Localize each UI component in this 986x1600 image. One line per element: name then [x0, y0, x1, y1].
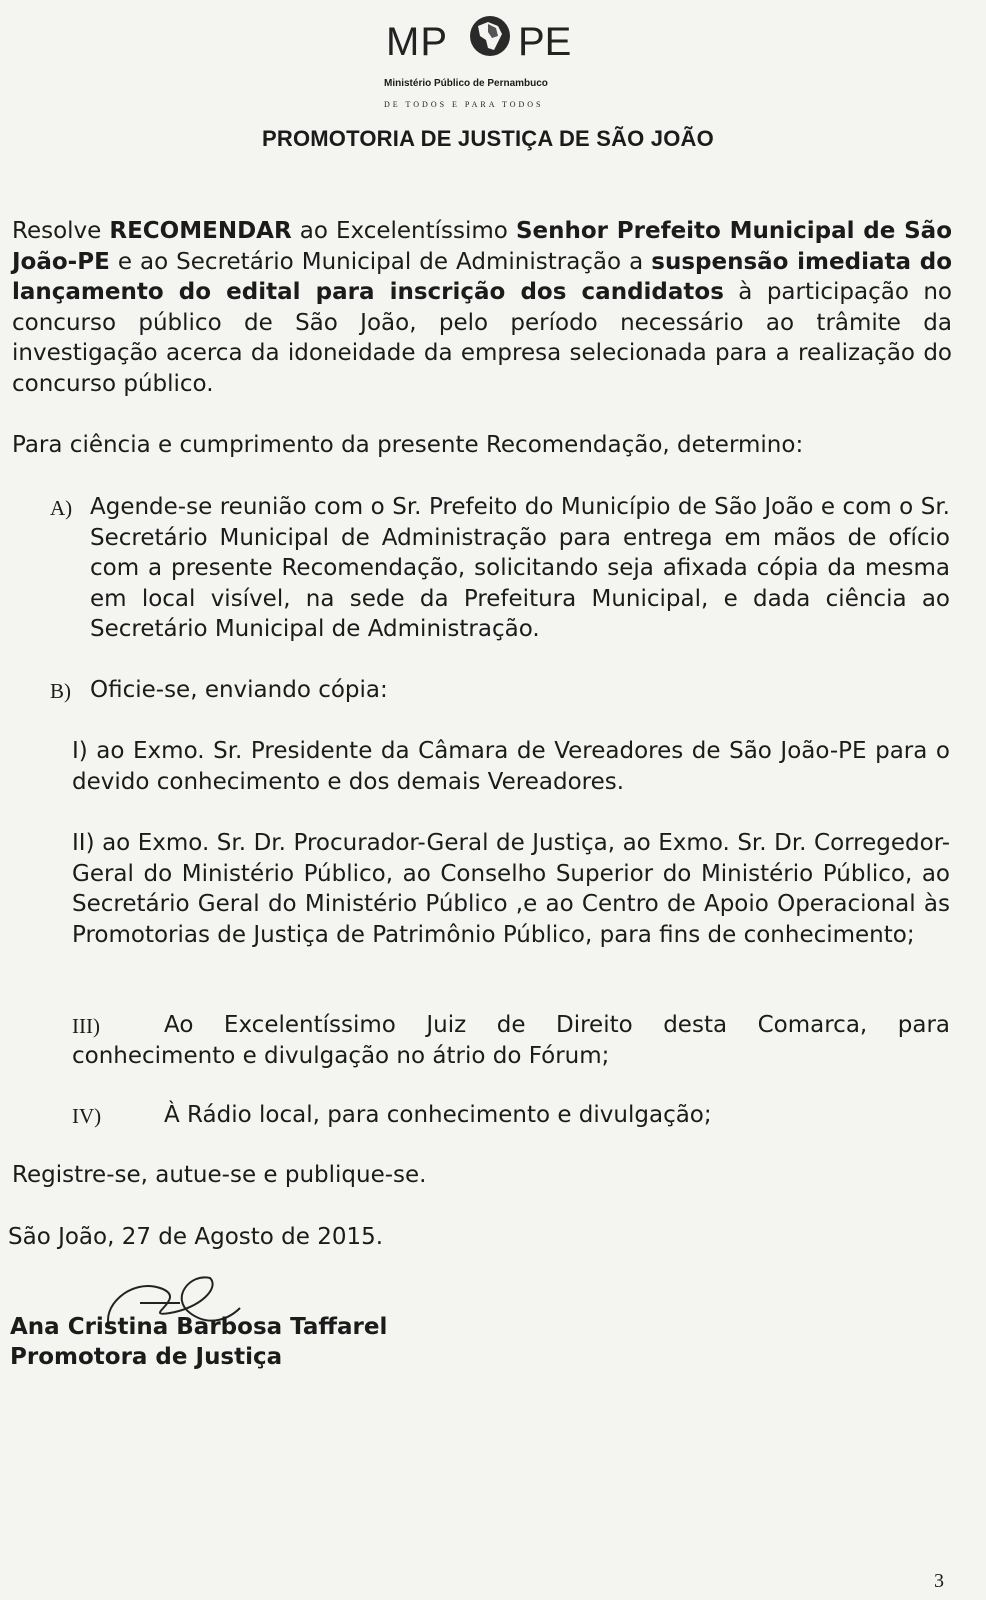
- p1-bold-1: RECOMENDAR: [109, 218, 292, 244]
- list-marker: A): [50, 496, 73, 520]
- mppe-logo: [380, 6, 600, 109]
- p1-bold-3: suspensão imediata do lançamento do edital para inscrição dos candidatos: [12, 248, 952, 305]
- list-item-text: Agende-se reunião com o Sr. Prefeito do Município de São João e com o Sr. Secretário Municipal de Administração para entrega em mãos de ofício com a presente Recomendação, solicitando seja afixada cópia da mesma em local visível, na sede da Prefeitura Municipal, e dada ciência ao Secretário Municipal de Administração.: [90, 494, 950, 642]
- org-name: Ministério Público de Pernambuco: [384, 78, 548, 89]
- signer-name: Ana Cristina Barbosa Taffarel: [10, 1314, 388, 1340]
- p1-text-1: Resolve: [12, 218, 110, 244]
- p1-bold-2: Senhor Prefeito Municipal de São João-PE: [12, 218, 952, 275]
- p1-text-2: ao Excelentíssimo: [291, 218, 516, 244]
- date-line: São João, 27 de Agosto de 2015.: [8, 1224, 384, 1250]
- closing-line: Registre-se, autue-se e publique-se.: [12, 1162, 427, 1188]
- list-item-text: Oficie-se, enviando cópia:: [90, 677, 388, 703]
- globe-map-icon: [468, 12, 512, 60]
- list-marker: IV): [72, 1104, 102, 1128]
- page-number: 3: [934, 1570, 944, 1592]
- logo-mp-text: MP: [386, 20, 448, 64]
- list-item-b: [0, 675, 986, 709]
- org-motto: DE TODOS E PARA TODOS: [384, 100, 544, 109]
- sublist-item-iv: [0, 1100, 986, 1134]
- recommendation-paragraph: [12, 216, 952, 399]
- sublist-item-ii: [0, 828, 986, 988]
- sublist-item-text: II) ao Exmo. Sr. Dr. Procurador-Geral de Justiça, ao Exmo. Sr. Dr. Corregedor-Geral do Ministério Público, ao Conselho Superior do Ministério Público, ao Secretário Geral do Ministério Público ,e ao Centro de Apoio Operacional às Promotorias de Justiça de Patrimônio Público, para fins de conhecimento;: [72, 830, 950, 948]
- page-title: PROMOTORIA DE JUSTIÇA DE SÃO JOÃO: [262, 126, 714, 151]
- list-marker: B): [50, 679, 71, 703]
- p1-text-4: à participação no concurso público de São João, pelo período necessário ao trâmite da investigação acerca da idoneidade da empresa selecionada para a realização do concurso público.: [12, 279, 952, 397]
- list-marker: III): [72, 1014, 100, 1038]
- sublist-item-iii: [0, 1010, 986, 1074]
- p1-text-3: e ao Secretário Municipal de Administração a: [109, 248, 652, 275]
- list-item-a: [0, 492, 986, 652]
- sublist-item-i: [0, 736, 986, 800]
- determination-intro: Para ciência e cumprimento da presente Recomendação, determino:: [12, 432, 804, 458]
- signer-role: Promotora de Justiça: [10, 1344, 283, 1370]
- sublist-item-text: À Rádio local, para conhecimento e divulgação;: [164, 1102, 712, 1128]
- sublist-item-text: Ao Excelentíssimo Juiz de Direito desta Comarca, para conhecimento e divulgação no átrio do Fórum;: [72, 1012, 950, 1069]
- logo-pe-text: PE: [518, 20, 572, 64]
- sublist-item-text: I) ao Exmo. Sr. Presidente da Câmara de Vereadores de São João-PE para o devido conhecimento e dos demais Vereadores.: [72, 738, 950, 795]
